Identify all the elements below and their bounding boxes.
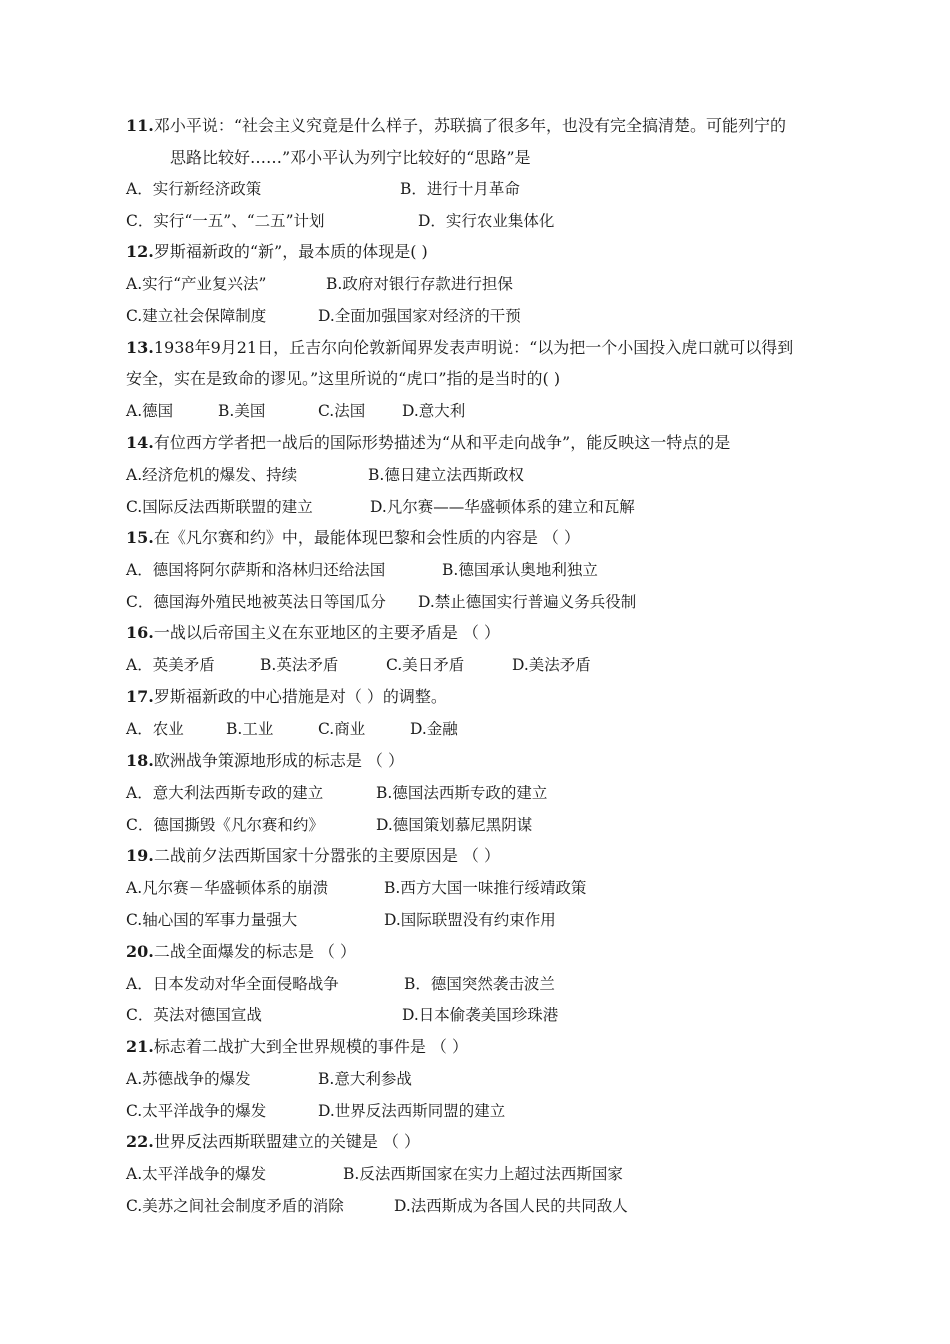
- option-c: C.商业: [318, 720, 366, 738]
- option-d: D.德国策划慕尼黑阴谋: [376, 816, 533, 834]
- option-d: D.全面加强国家对经济的干预: [318, 307, 521, 325]
- question-20: [126, 941, 846, 963]
- option-a: A.太平洋战争的爆发: [126, 1165, 267, 1183]
- option-a: A．实行新经济政策: [126, 180, 262, 198]
- question-18: [126, 750, 846, 772]
- question-stem: 邓小平说：“社会主义究竟是什么样子，苏联搞了很多年，也没有完全搞清楚。可能列宁的: [153, 116, 787, 135]
- option-d: D.意大利: [402, 402, 466, 420]
- question-number: 21.: [126, 1037, 154, 1056]
- option-c: C.美日矛盾: [386, 656, 465, 674]
- question-22: [126, 1131, 846, 1153]
- option-c: C．德国海外殖民地被英法日等国瓜分: [126, 593, 386, 611]
- option-d: D.美法矛盾: [512, 656, 591, 674]
- option-d: D.日本偷袭美国珍珠港: [402, 1006, 559, 1024]
- option-c: C.国际反法西斯联盟的建立: [126, 498, 313, 516]
- option-c: C．德国撕毁《凡尔赛和约》: [126, 816, 324, 834]
- option-b: B.德国承认奥地利独立: [442, 561, 598, 579]
- question-number: 16.: [126, 623, 154, 642]
- question-number: 17.: [126, 687, 154, 706]
- option-a: A.苏德战争的爆发: [126, 1070, 251, 1088]
- question-stem: 有位西方学者把一战后的国际形势描述为“从和平走向战争”，能反映这一特点的是: [153, 433, 731, 452]
- option-a: A．日本发动对华全面侵略战争: [126, 975, 339, 993]
- question-17: [126, 686, 846, 708]
- option-b: B.工业: [226, 720, 274, 738]
- option-a: A.实行“产业复兴法”: [126, 275, 267, 293]
- option-a: A．意大利法西斯专政的建立: [126, 784, 324, 802]
- question-number: 13.: [126, 338, 154, 357]
- option-b: B.英法矛盾: [260, 656, 339, 674]
- question-stem: 二战全面爆发的标志是 （ ）: [153, 942, 357, 961]
- option-c: C.轴心国的军事力量强大: [126, 911, 298, 929]
- question-12: [126, 241, 846, 263]
- question-16: [126, 622, 846, 644]
- option-a: A.德国: [126, 402, 174, 420]
- option-d: D.凡尔赛——华盛顿体系的建立和瓦解: [370, 498, 635, 516]
- option-b: B.政府对银行存款进行担保: [326, 275, 513, 293]
- question-14: [126, 432, 846, 454]
- option-a: A.经济危机的爆发、持续: [126, 466, 298, 484]
- option-b: B.西方大国一味推行绥靖政策: [384, 879, 587, 897]
- question-15: [126, 527, 846, 549]
- option-b: B.意大利参战: [318, 1070, 412, 1088]
- option-c: C.太平洋战争的爆发: [126, 1102, 267, 1120]
- option-d: D.金融: [410, 720, 458, 738]
- option-b: B.德日建立法西斯政权: [368, 466, 524, 484]
- question-stem: 罗斯福新政的中心措施是对（ ）的调整。: [153, 687, 447, 706]
- option-c: C.美苏之间社会制度矛盾的消除: [126, 1197, 344, 1215]
- question-number: 15.: [126, 528, 154, 547]
- question-stem: 在《凡尔赛和约》中，最能体现巴黎和会性质的内容是 （ ）: [153, 528, 581, 547]
- question-number: 18.: [126, 751, 154, 770]
- option-c: C．英法对德国宣战: [126, 1006, 262, 1024]
- question-stem-continued: 思路比较好……”邓小平认为列宁比较好的“思路”是: [170, 148, 531, 167]
- option-a: A．德国将阿尔萨斯和洛林归还给法国: [126, 561, 386, 579]
- question-stem: 二战前夕法西斯国家十分嚣张的主要原因是 （ ）: [153, 846, 501, 865]
- question-stem: 一战以后帝国主义在东亚地区的主要矛盾是 （ ）: [153, 623, 501, 642]
- question-21: [126, 1036, 846, 1058]
- option-d: D.国际联盟没有约束作用: [384, 911, 556, 929]
- option-a: A．农业: [126, 720, 184, 738]
- question-stem: 标志着二战扩大到全世界规模的事件是 （ ）: [153, 1037, 469, 1056]
- option-a: A．英美矛盾: [126, 656, 215, 674]
- option-b: B.反法西斯国家在实力上超过法西斯国家: [343, 1165, 623, 1183]
- question-number: 14.: [126, 433, 154, 452]
- question-stem: 世界反法西斯联盟建立的关键是 （ ）: [153, 1132, 421, 1151]
- question-number: 22.: [126, 1132, 154, 1151]
- question-number: 19.: [126, 846, 154, 865]
- question-stem: 1938年9月21日，丘吉尔向伦敦新闻界发表声明说：“以为把一个小国投入虎口就可以得到: [153, 338, 794, 357]
- question-number: 11.: [126, 116, 154, 135]
- option-b: B.美国: [218, 402, 266, 420]
- option-b: B．德国突然袭击波兰: [404, 975, 555, 993]
- question-19: [126, 845, 846, 867]
- option-d: D.禁止德国实行普遍义务兵役制: [418, 593, 637, 611]
- option-d: D.世界反法西斯同盟的建立: [318, 1102, 506, 1120]
- option-d: D.法西斯成为各国人民的共同敌人: [394, 1197, 628, 1215]
- question-number: 20.: [126, 942, 154, 961]
- question-stem-continued: 安全，实在是致命的谬见。”这里所说的“虎口”指的是当时的( ): [126, 369, 561, 388]
- option-c: C.法国: [318, 402, 366, 420]
- question-stem: 欧洲战争策源地形成的标志是 （ ）: [153, 751, 405, 770]
- question-13: [126, 337, 846, 359]
- option-a: A.凡尔赛－华盛顿体系的崩溃: [126, 879, 329, 897]
- option-d: D．实行农业集体化: [418, 212, 555, 230]
- question-stem: 罗斯福新政的“新”，最本质的体现是( ): [153, 242, 428, 261]
- option-c: C.建立社会保障制度: [126, 307, 267, 325]
- option-b: B．进行十月革命: [400, 180, 520, 198]
- question-number: 12.: [126, 242, 154, 261]
- question-11: [126, 115, 846, 137]
- option-c: C．实行“一五”、“二五”计划: [126, 212, 325, 230]
- option-b: B.德国法西斯专政的建立: [376, 784, 548, 802]
